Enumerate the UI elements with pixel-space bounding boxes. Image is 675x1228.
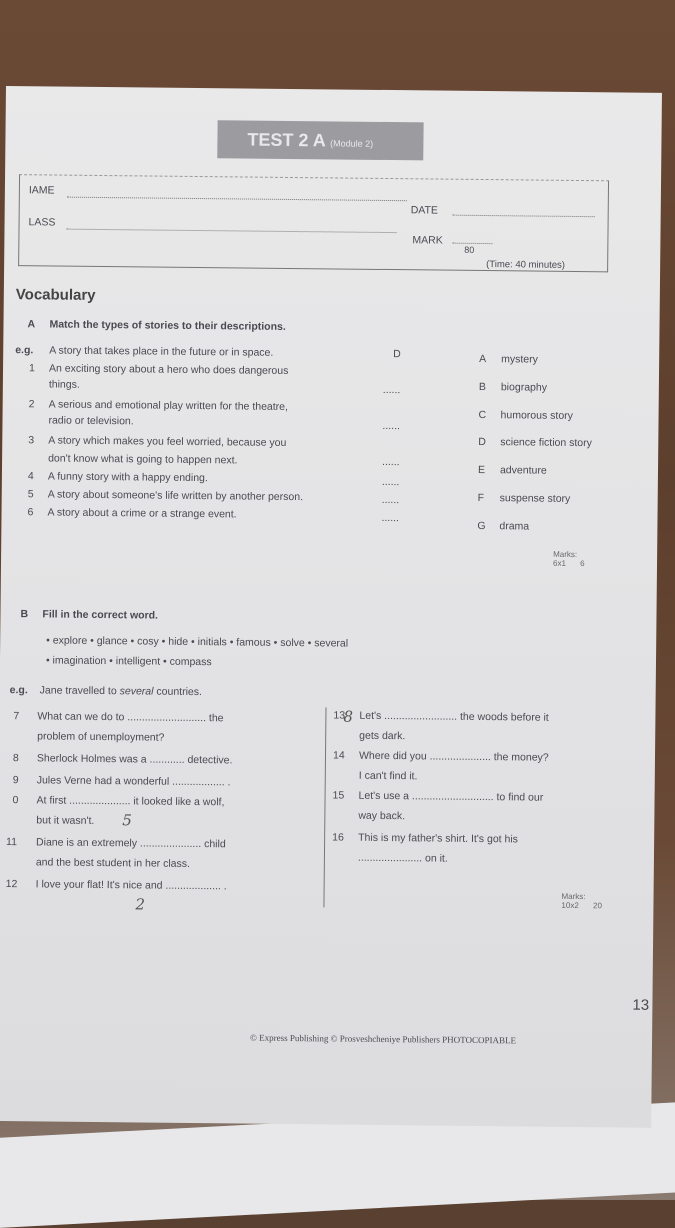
mark-label: MARK (412, 234, 443, 247)
q-line: way back. (358, 809, 406, 823)
option-letter: C (478, 408, 487, 422)
marks-label: Marks: (553, 549, 578, 560)
option-text: biography (500, 381, 548, 394)
q-line[interactable]: Let's ......................... the woods before it (359, 709, 549, 724)
item-text: A funny story with a happy ending. (47, 470, 208, 485)
q-num: 12 (5, 878, 18, 891)
option-letter: A (479, 352, 487, 366)
q-line[interactable]: Diane is an extremely ..................... child (36, 836, 226, 851)
mark-total: 80 (464, 244, 475, 255)
option-text: suspense story (499, 492, 571, 505)
example-label: e.g. (9, 684, 28, 697)
option-letter: F (477, 491, 485, 505)
q-num: 14 (332, 749, 345, 762)
q-line[interactable]: I love your flat! It's nice and ................... . (35, 878, 227, 893)
module-label: (Module 2) (330, 138, 374, 149)
handwritten-mark: 8 (343, 707, 354, 726)
item-text: An exciting story about a hero who does dangerous (48, 362, 289, 377)
section-a-marks (553, 550, 585, 568)
test-header (217, 120, 423, 160)
section-b-letter: B (20, 608, 29, 621)
marks-calc: 10x2 (561, 900, 579, 911)
section-a-letter: A (27, 318, 36, 331)
q-line: and the best student in her class. (35, 856, 191, 870)
answer-blank[interactable]: ...... (381, 493, 400, 507)
column-divider (323, 707, 326, 907)
student-info-box (18, 174, 609, 272)
q-line: I can't find it. (358, 769, 418, 783)
marks-total: 6 (580, 559, 585, 569)
marks-calc: 6x1 (552, 558, 566, 568)
item-text: A serious and emotional play written for the theatre, (48, 398, 289, 413)
q-num: 8 (12, 752, 19, 765)
name-label: IAME (28, 184, 55, 197)
q-line[interactable]: Jules Verne had a wonderful .................. . (36, 774, 231, 789)
item-num: 1 (28, 362, 35, 375)
q-num: 15 (332, 789, 345, 802)
word-bank-line1: • explore • glance • cosy • hide • initials • famous • solve • several (46, 634, 349, 650)
q-num: 13 (333, 709, 346, 722)
q-line[interactable]: Let's use a ............................ to find our (358, 789, 544, 804)
q-line[interactable]: ...................... on it. (357, 851, 448, 865)
q-num: 7 (13, 710, 20, 723)
copyright-footer: © Express Publishing © Prosveshcheniye Publishers PHOTOCOPIABLE (249, 1032, 517, 1046)
section-a-instruction: Match the types of stories to their descriptions. (49, 318, 286, 333)
example-text: Jane travelled to (39, 684, 117, 698)
q-line[interactable]: Sherlock Holmes was a ............ detective. (36, 752, 233, 767)
q-line: gets dark. (359, 729, 406, 743)
class-label: LASS (28, 216, 56, 229)
answer-blank[interactable]: ...... (381, 511, 400, 525)
example-word: several (119, 685, 154, 698)
answer-blank[interactable]: ...... (382, 455, 400, 469)
item-text: A story which makes you feel worried, because you (48, 434, 287, 449)
item-num: 6 (27, 506, 34, 519)
item-text-cont: don't know what is going to happen next. (48, 452, 238, 467)
section-b-marks (561, 892, 602, 910)
q-num: 9 (12, 774, 19, 787)
word-bank-line2: • imagination • intelligent • compass (45, 654, 212, 669)
marks-total: 20 (592, 901, 602, 911)
option-text: science fiction story (500, 436, 592, 450)
item-num: 5 (27, 488, 34, 501)
q-line: problem of unemployment? (37, 730, 165, 744)
item-text-cont: things. (48, 378, 80, 391)
option-text: humorous story (500, 409, 574, 422)
page-number: 13 (632, 996, 650, 1014)
item-num: 4 (27, 470, 34, 483)
item-num: e.g. (15, 344, 34, 357)
option-letter: E (477, 463, 486, 477)
test-title: TEST 2 A (247, 129, 326, 151)
item-text-cont: radio or television. (48, 414, 134, 428)
item-text: A story about someone's life written by another person. (47, 488, 304, 504)
worksheet-page (0, 86, 662, 1128)
vocabulary-heading: Vocabulary (15, 286, 96, 304)
q-line[interactable]: Where did you ..................... the money? (358, 749, 549, 764)
q-num: 0 (12, 794, 19, 807)
option-text: drama (499, 520, 530, 533)
section-b-instruction: Fill in the correct word. (42, 608, 159, 622)
item-num: 2 (28, 398, 35, 411)
option-letter: G (477, 519, 486, 533)
answer-blank[interactable]: ...... (381, 475, 400, 489)
answer-blank[interactable]: ...... (382, 419, 401, 433)
option-letter: B (478, 380, 486, 394)
item-text: A story about a crime or a strange event. (47, 506, 237, 521)
item-answer: D (393, 348, 401, 361)
item-num: 3 (28, 434, 35, 447)
q-line: This is my father's shirt. It's got his (358, 831, 519, 846)
date-label: DATE (410, 204, 439, 217)
q-line[interactable]: At first ..................... it looked like a wolf, (36, 794, 225, 809)
handwritten-mark: 5 (122, 811, 132, 830)
handwritten-mark: 2 (135, 895, 146, 914)
example-sentence (40, 684, 202, 698)
answer-blank[interactable]: ...... (382, 383, 401, 397)
q-line[interactable]: What can we do to ........................... the (37, 710, 224, 725)
option-text: adventure (499, 464, 547, 477)
example-end: countries. (156, 685, 203, 699)
q-num: 11 (6, 836, 18, 849)
time-label: (Time: 40 minutes) (486, 259, 566, 271)
option-letter: D (478, 435, 486, 449)
q-num: 16 (332, 831, 344, 844)
item-text: A story that takes place in the future or in space. (49, 344, 274, 359)
q-line: but it wasn't. (36, 814, 95, 827)
option-text: mystery (501, 353, 538, 366)
marks-label: Marks: (561, 891, 586, 902)
